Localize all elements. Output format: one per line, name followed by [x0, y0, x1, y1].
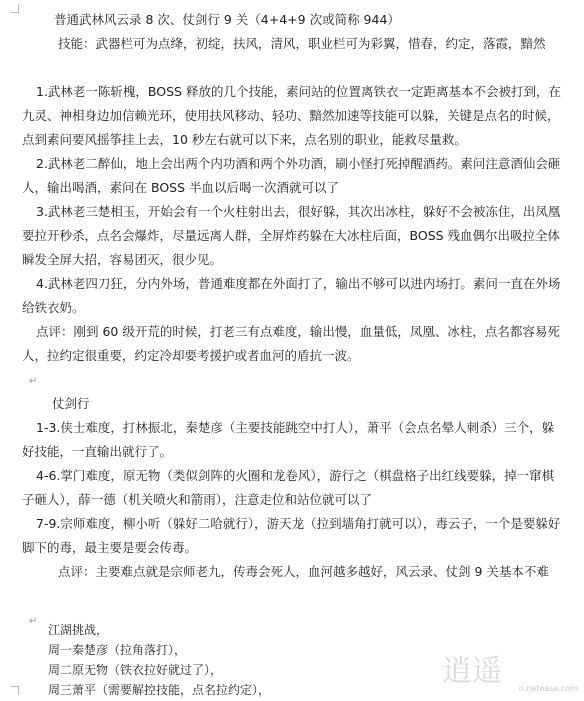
paragraph-tuesday: 周二原无物（铁衣拉好就过了）， — [48, 663, 223, 677]
paragraph-review1: 点评：刚到 60 级开荒的时候，打老三有点难度，输出慢，血量低，凤凰、冰柱，点名都容易死人，拉约定很重要，约定冷却要考援护或者血河的盾抗一波。 — [22, 324, 560, 363]
watermark-text: n.netease.com — [518, 684, 578, 693]
paragraph-boss4: 4.武林老四刀狂，分内外场，普通难度都在外面打了，输出不够可以进内场打。素问一直在外场给铁衣奶。 — [22, 276, 561, 315]
paragraph-stage1-3: 1-3.侠士难度，打林振北，秦楚彦（主要技能跳空中打人），萧平（会点名晕人刺杀）三个，躲好技能，一直输出就行了。 — [22, 420, 555, 459]
mark-line: ↵ — [29, 376, 38, 387]
paragraph-review2: 点评：主要难点就是宗师老九，传毒会死人，血河越多越好，风云录、仗剑 9 关基本不难 — [58, 564, 549, 579]
paragraph-boss1: 1.武林老一陈斩槐，BOSS 释放的几个技能，素问站的位置离铁衣一定距离基本不会被打到，在九灵、神相身边加信赖光环，使用扶风移动、轻功、黯然加速等技能可以躲，关键是点名的时候，点到素问要风摇筝挂上去，10 秒左右就可以下来，点名别的职业，能救尽量救。 — [22, 84, 561, 147]
paragraph-boss3: 3.武林老三楚相玉，开始会有一个火柱射出去，很好躲，其次出冰柱，躲好不会被冻住，出凤凰要拉开秒杀，点名会爆炸，尽量远离人群，全屏炸药躲在大冰柱后面，BOSS 残血偶尔出吸拉全体瞬发全屏大招，容易团灭，很少见。 — [22, 204, 561, 267]
watermark-logo-text: 逍遥 — [442, 654, 502, 689]
paragraph-skills: 技能：武器栏可为点绛，初绽，扶风，清风，职业栏可为彩翼，惜春，约定，落霞，黯然 — [58, 36, 546, 51]
top-left-crop-mark — [10, 4, 19, 13]
site-watermark — [432, 641, 582, 697]
paragraph-summary: 普通武林风云录 8 次、仗剑行 9 关（4+4+9 次或简称 944） — [54, 12, 400, 27]
paragraph-jianghu-heading: 江湖挑战， — [48, 623, 109, 637]
paragraph-monday: 周一秦楚彦（拉角落打）， — [48, 643, 187, 657]
paragraph-wednesday: 周三萧平（需要解控技能，点名拉约定）， — [48, 683, 271, 697]
paragraph-stage4-6: 4-6.掌门难度，原无物（类似剑阵的火圈和龙卷风），游行之（棋盘格子出红线要躲，掉一窜棋子砸人），薛一德（机关喷火和箭雨），注意走位和站位就可以了 — [22, 468, 555, 507]
paragraph-stage7-9: 7-9.宗师难度，柳小听（躲好二哈就行），游天龙（拉到墙角打就可以），毒云子，一个是要躲好脚下的毒，最主要是要会传毒。 — [22, 516, 561, 555]
bottom-left-crop-mark — [10, 686, 19, 695]
mark-line-2: ↵ — [29, 616, 38, 627]
paragraph-boss2: 2.武林老二醉仙，地上会出两个内功酒和两个外功酒，刷小怪打死掉醒酒药。素问注意酒仙会砸人，输出喝酒，素问在 BOSS 半血以后喝一次酒就可以了 — [22, 156, 561, 195]
section-heading-zhangjianxing: 仗剑行 — [52, 396, 90, 411]
